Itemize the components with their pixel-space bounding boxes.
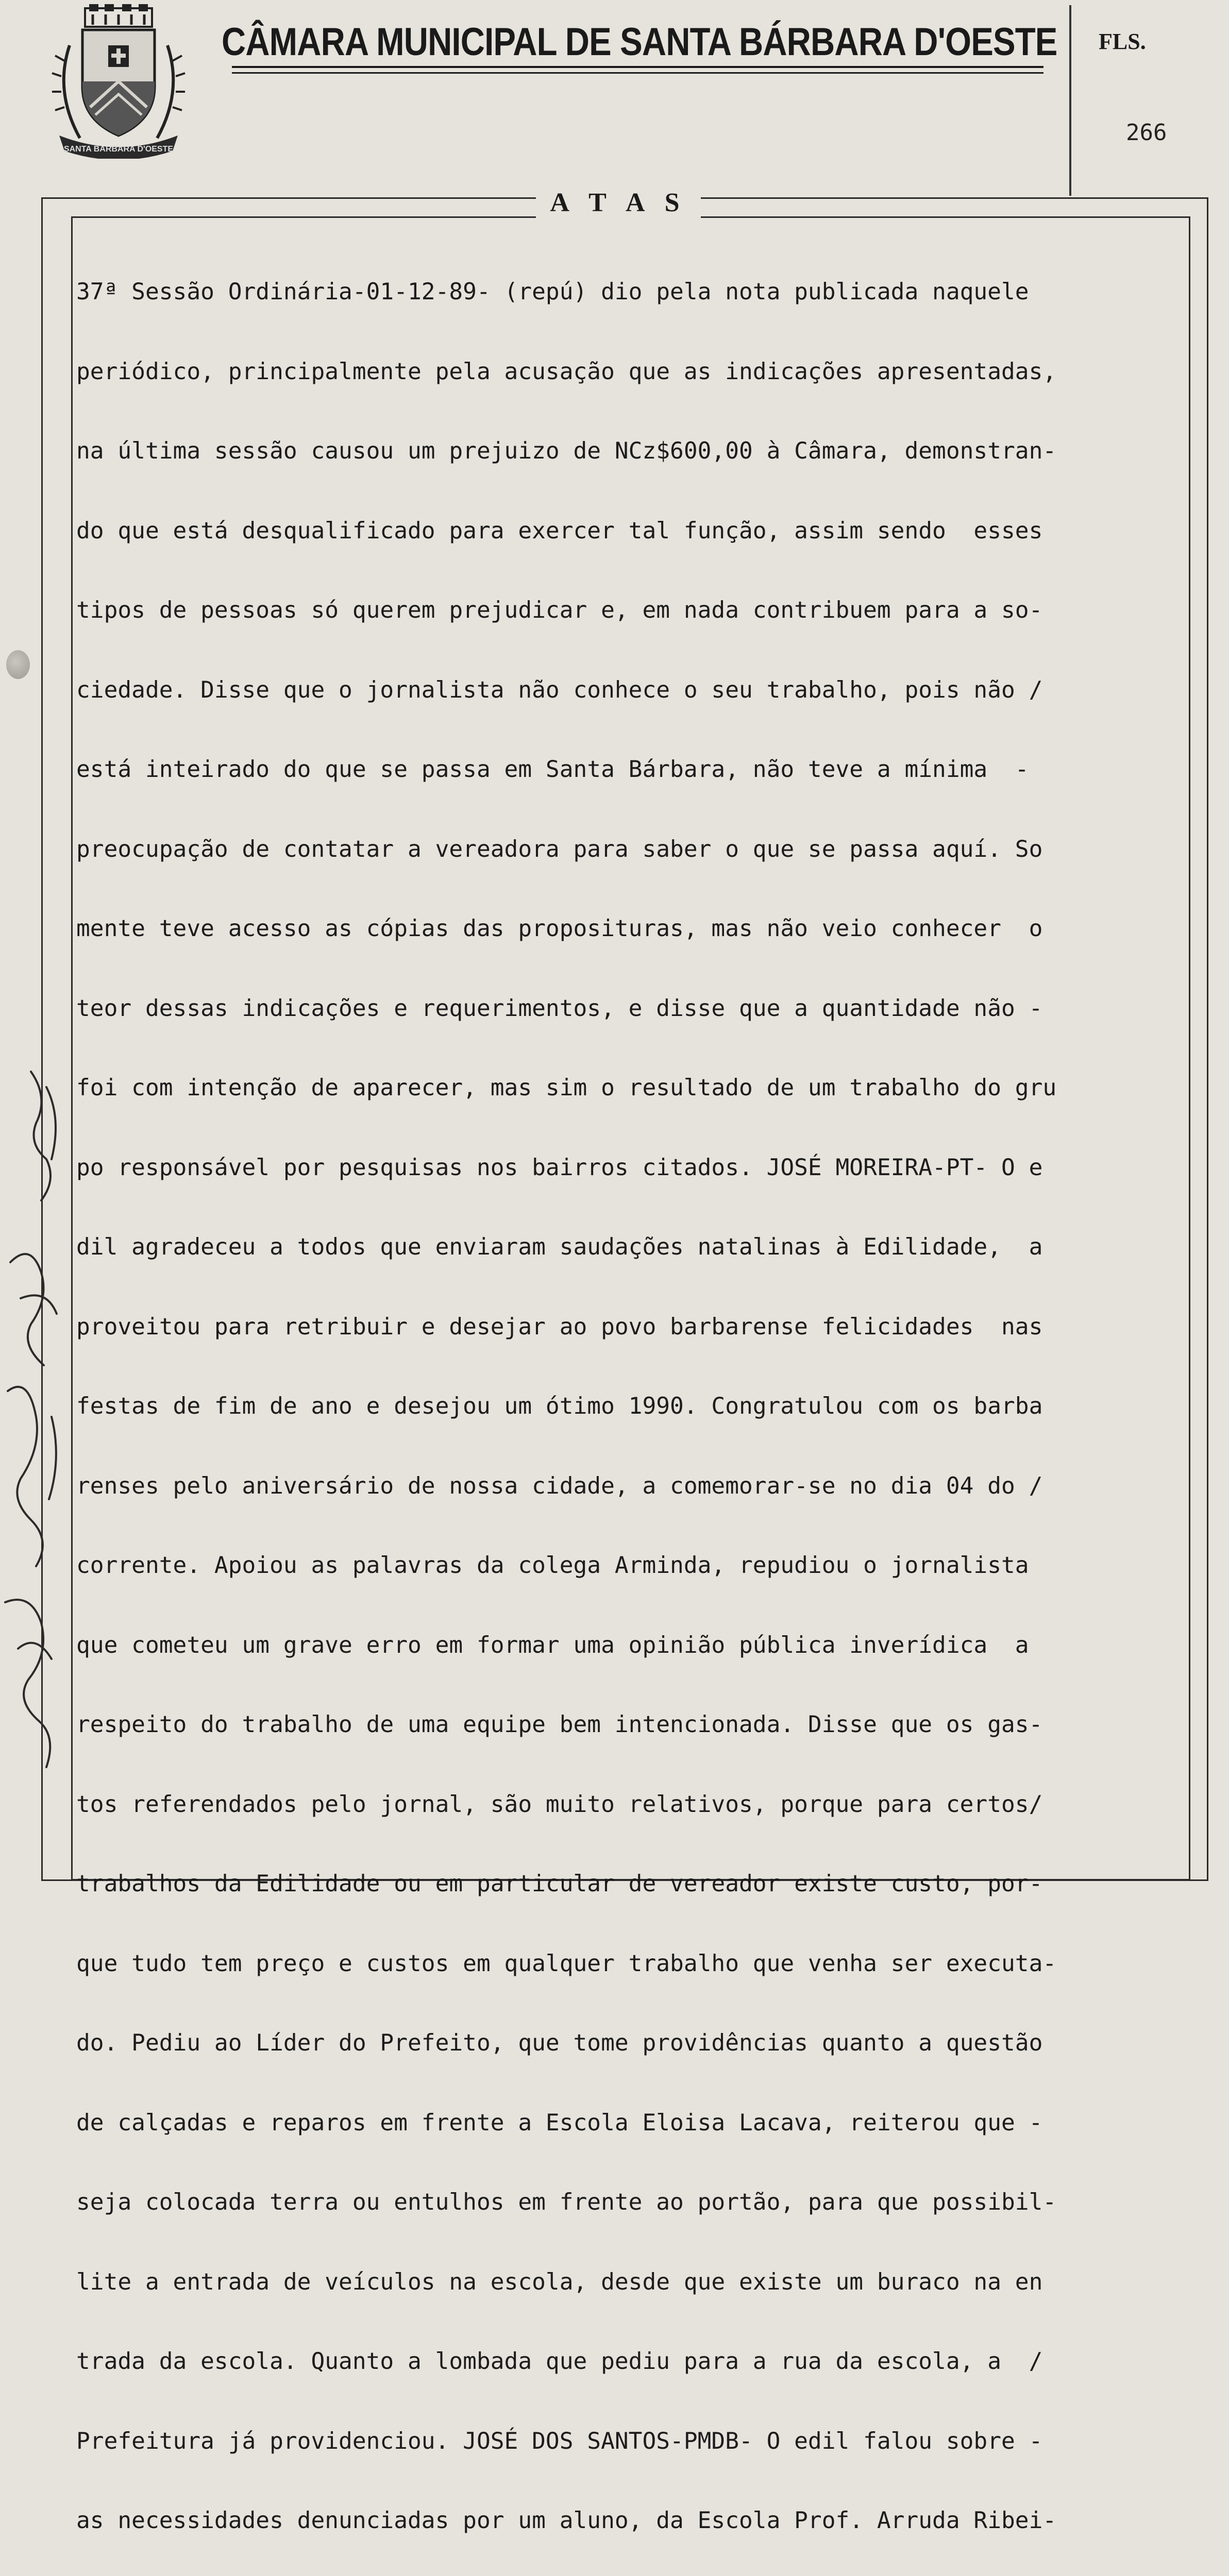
text-line: mente teve acesso as cópias das proposituras, mas não veio conhecer o bbox=[76, 916, 1043, 942]
text-line: na última sessão causou um prejuizo de NCz$600,00 à Câmara, demonstran- bbox=[76, 438, 1057, 464]
handwritten-signatures-icon bbox=[0, 1056, 70, 1829]
text-line: que tudo tem preço e custos em qualquer trabalho que venha ser executa- bbox=[76, 1950, 1057, 1977]
title-underline bbox=[232, 66, 1043, 68]
text-line: está inteirado do que se passa em Santa Bárbara, não teve a mínima - bbox=[76, 756, 1029, 783]
text-line: trabalhos da Edilidade ou em particular de vereador existe custo, por- bbox=[76, 1871, 1043, 1897]
text-line: tos referendados pelo jornal, são muito relativos, porque para certos/ bbox=[76, 1791, 1043, 1818]
text-line: trada da escola. Quanto a lombada que pediu para a rua da escola, a / bbox=[76, 2348, 1043, 2375]
text-line: 37ª Sessão Ordinária-01-12-89- (repú) dio pela nota publicada naquele bbox=[76, 279, 1029, 305]
text-line: proveitou para retribuir e desejar ao povo barbarense felicidades nas bbox=[76, 1313, 1043, 1340]
text-line: teor dessas indicações e requerimentos, e disse que a quantidade não - bbox=[76, 995, 1043, 1022]
text-line: lite a entrada de veículos na escola, desde que existe um buraco na en bbox=[76, 2268, 1043, 2295]
text-line: seja colocada terra ou entulhos em frente ao portão, para que possibil- bbox=[76, 2189, 1057, 2215]
page-number: 266 bbox=[1126, 120, 1167, 146]
text-line: periódico, principalmente pela acusação que as indicações apresentadas, bbox=[76, 358, 1057, 385]
text-line: foi com intenção de aparecer, mas sim o resultado de um trabalho do gru bbox=[76, 1075, 1057, 1101]
text-line: de calçadas e reparos em frente a Escola Eloisa Lacava, reiterou que - bbox=[76, 2109, 1043, 2136]
text-line: preocupação de contatar a vereadora para saber o que se passa aquí. So bbox=[76, 836, 1043, 862]
text-line: po responsável por pesquisas nos bairros citados. JOSÉ MOREIRA-PT- O e bbox=[76, 1154, 1043, 1181]
crest-motto: SANTA BARBARA D'OESTE bbox=[63, 145, 174, 154]
text-line: as necessidades denunciadas por um aluno, da Escola Prof. Arruda Ribei- bbox=[76, 2507, 1057, 2534]
text-line: do. Pediu ao Líder do Prefeito, que tome providências quanto a questão bbox=[76, 2030, 1043, 2056]
coat-of-arms-icon bbox=[49, 4, 188, 159]
text-line: que cometeu um grave erro em formar uma opinião pública inverídica a bbox=[76, 1632, 1029, 1658]
section-label: A T A S bbox=[550, 188, 687, 217]
text-line: tipos de pessoas só querem prejudicar e, em nada contribuem para a so- bbox=[76, 597, 1043, 623]
text-line: renses pelo aniversário de nossa cidade, a comemorar-se no dia 04 do / bbox=[76, 1472, 1043, 1499]
text-line: festas de fim de ano e desejou um ótimo 1990. Congratulou com os barba bbox=[76, 1393, 1043, 1419]
minutes-text bbox=[76, 226, 1189, 2576]
text-line: Prefeitura já providenciou. JOSÉ DOS SANTOS-PMDB- O edil falou sobre - bbox=[76, 2428, 1043, 2454]
page-title: CÂMARA MUNICIPAL DE SANTA BÁRBARA D'OESTE bbox=[222, 20, 1057, 64]
folio-label: FLS. bbox=[1099, 29, 1146, 54]
binder-hole-icon bbox=[6, 650, 30, 679]
folio-divider bbox=[1069, 5, 1071, 196]
title-underline-2 bbox=[232, 72, 1043, 74]
text-line: dil agradeceu a todos que enviaram saudações natalinas à Edilidade, a bbox=[76, 1234, 1043, 1260]
text-line: do que está desqualificado para exercer tal função, assim sendo esses bbox=[76, 517, 1043, 544]
text-line: ciedade. Disse que o jornalista não conhece o seu trabalho, pois não / bbox=[76, 676, 1043, 703]
text-line: respeito do trabalho de uma equipe bem intencionada. Disse que os gas- bbox=[76, 1711, 1043, 1738]
text-line: corrente. Apoiou as palavras da colega Arminda, repudiou o jornalista bbox=[76, 1552, 1029, 1579]
